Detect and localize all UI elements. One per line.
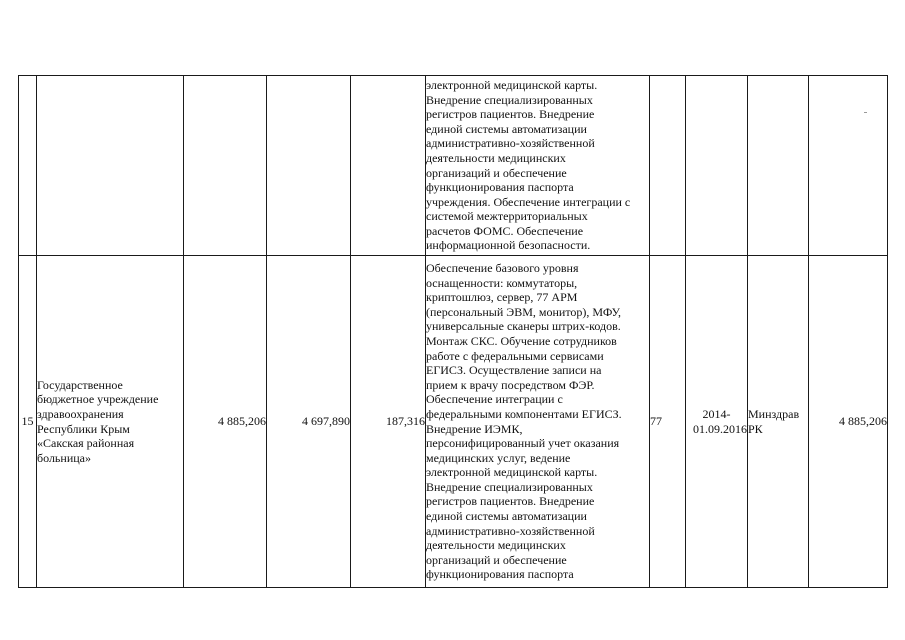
description-line: персонифицированный учет оказания (426, 436, 620, 451)
description-line: единой системы автоматизации (426, 121, 587, 136)
description-line: деятельности медицинских (426, 538, 566, 553)
description-line: организаций и обеспечение (426, 165, 567, 180)
description-line: Обеспечение базового уровня (426, 260, 579, 275)
cell-description (426, 76, 650, 256)
description-line: деятельности медицинских (426, 150, 566, 165)
cell-description (426, 256, 650, 588)
description-line: универсальные сканеры штрих-кодов. (426, 319, 621, 334)
cell-amount-total (184, 76, 267, 256)
cell-amount-final: 4 885,206 (809, 256, 888, 588)
budget-table (18, 75, 888, 588)
institution-line: здравоохранения (37, 406, 124, 421)
cell-number (19, 76, 37, 256)
description-line: регистров пациентов. Внедрение (426, 107, 595, 122)
cell-number: 15 (19, 256, 37, 588)
table-row-15 (19, 256, 888, 588)
cell-amount-final (809, 76, 888, 256)
description-line: учреждения. Обеспечение интеграции с (426, 194, 631, 209)
table-row-continuation (19, 76, 888, 256)
cell-institution (37, 256, 184, 588)
description-line: электронной медицинской карты. (426, 465, 598, 480)
description-line: работе с федеральными сервисами (426, 348, 604, 363)
description-line: оснащенности: коммутаторы, (426, 275, 578, 290)
institution-line: Республики Крым (37, 421, 130, 436)
institution-line: «Сакская районная (37, 436, 135, 451)
institution-line: Государственное (37, 377, 123, 392)
description-line: федеральными компонентами ЕГИСЗ. (426, 406, 622, 421)
cell-amount-total: 4 885,206 (184, 256, 267, 588)
cell-amount-2: 4 697,890 (267, 256, 351, 588)
cell-responsible (748, 256, 809, 588)
institution-line: бюджетное учреждение (37, 392, 159, 407)
description-line: медицинских услуг, ведение (426, 450, 571, 465)
description-line: организаций и обеспечение (426, 552, 567, 567)
description-line: административно-хозяйственной (426, 136, 595, 151)
description-line: административно-хозяйственной (426, 523, 595, 538)
description-line: системой межтерриториальных (426, 209, 588, 224)
responsible-line: Минздрав (748, 406, 800, 421)
description-line: ЕГИСЗ. Осуществление записи на (426, 363, 602, 378)
description-line: единой системы автоматизации (426, 509, 587, 524)
period-end: 01.09.2016 (693, 421, 747, 436)
cell-period (686, 256, 748, 588)
description-line: Внедрение ИЭМК, (426, 421, 523, 436)
responsible-line: РК (748, 421, 763, 436)
cell-workstations: 77 (650, 256, 686, 588)
description-line: регистров пациентов. Внедрение (426, 494, 595, 509)
description-line: криптошлюз, сервер, 77 АРМ (426, 290, 578, 305)
description-line: расчетов ФОМС. Обеспечение (426, 223, 584, 238)
institution-line: больница» (37, 450, 91, 465)
description-line: Обеспечение интеграции с (426, 392, 563, 407)
period-start: 2014- (702, 406, 731, 421)
description-line: электронной медицинской карты. (426, 77, 598, 92)
description-line: функционирования паспорта (426, 567, 574, 582)
description-line: информационной безопасности. (426, 238, 591, 253)
description-line: Внедрение специализированных (426, 92, 593, 107)
cell-responsible (748, 76, 809, 256)
description-line: прием к врачу посредством ФЭР. (426, 377, 595, 392)
cell-amount-3: 187,316 (351, 256, 426, 588)
description-line: (персональный ЭВМ, монитор), МФУ, (426, 304, 622, 319)
cell-workstations (650, 76, 686, 256)
cell-amount-2 (267, 76, 351, 256)
description-line: Внедрение специализированных (426, 479, 593, 494)
cell-institution (37, 76, 184, 256)
cell-period (686, 76, 748, 256)
description-line: Монтаж СКС. Обучение сотрудников (426, 333, 617, 348)
cell-amount-3 (351, 76, 426, 256)
description-line: функционирования паспорта (426, 180, 574, 195)
